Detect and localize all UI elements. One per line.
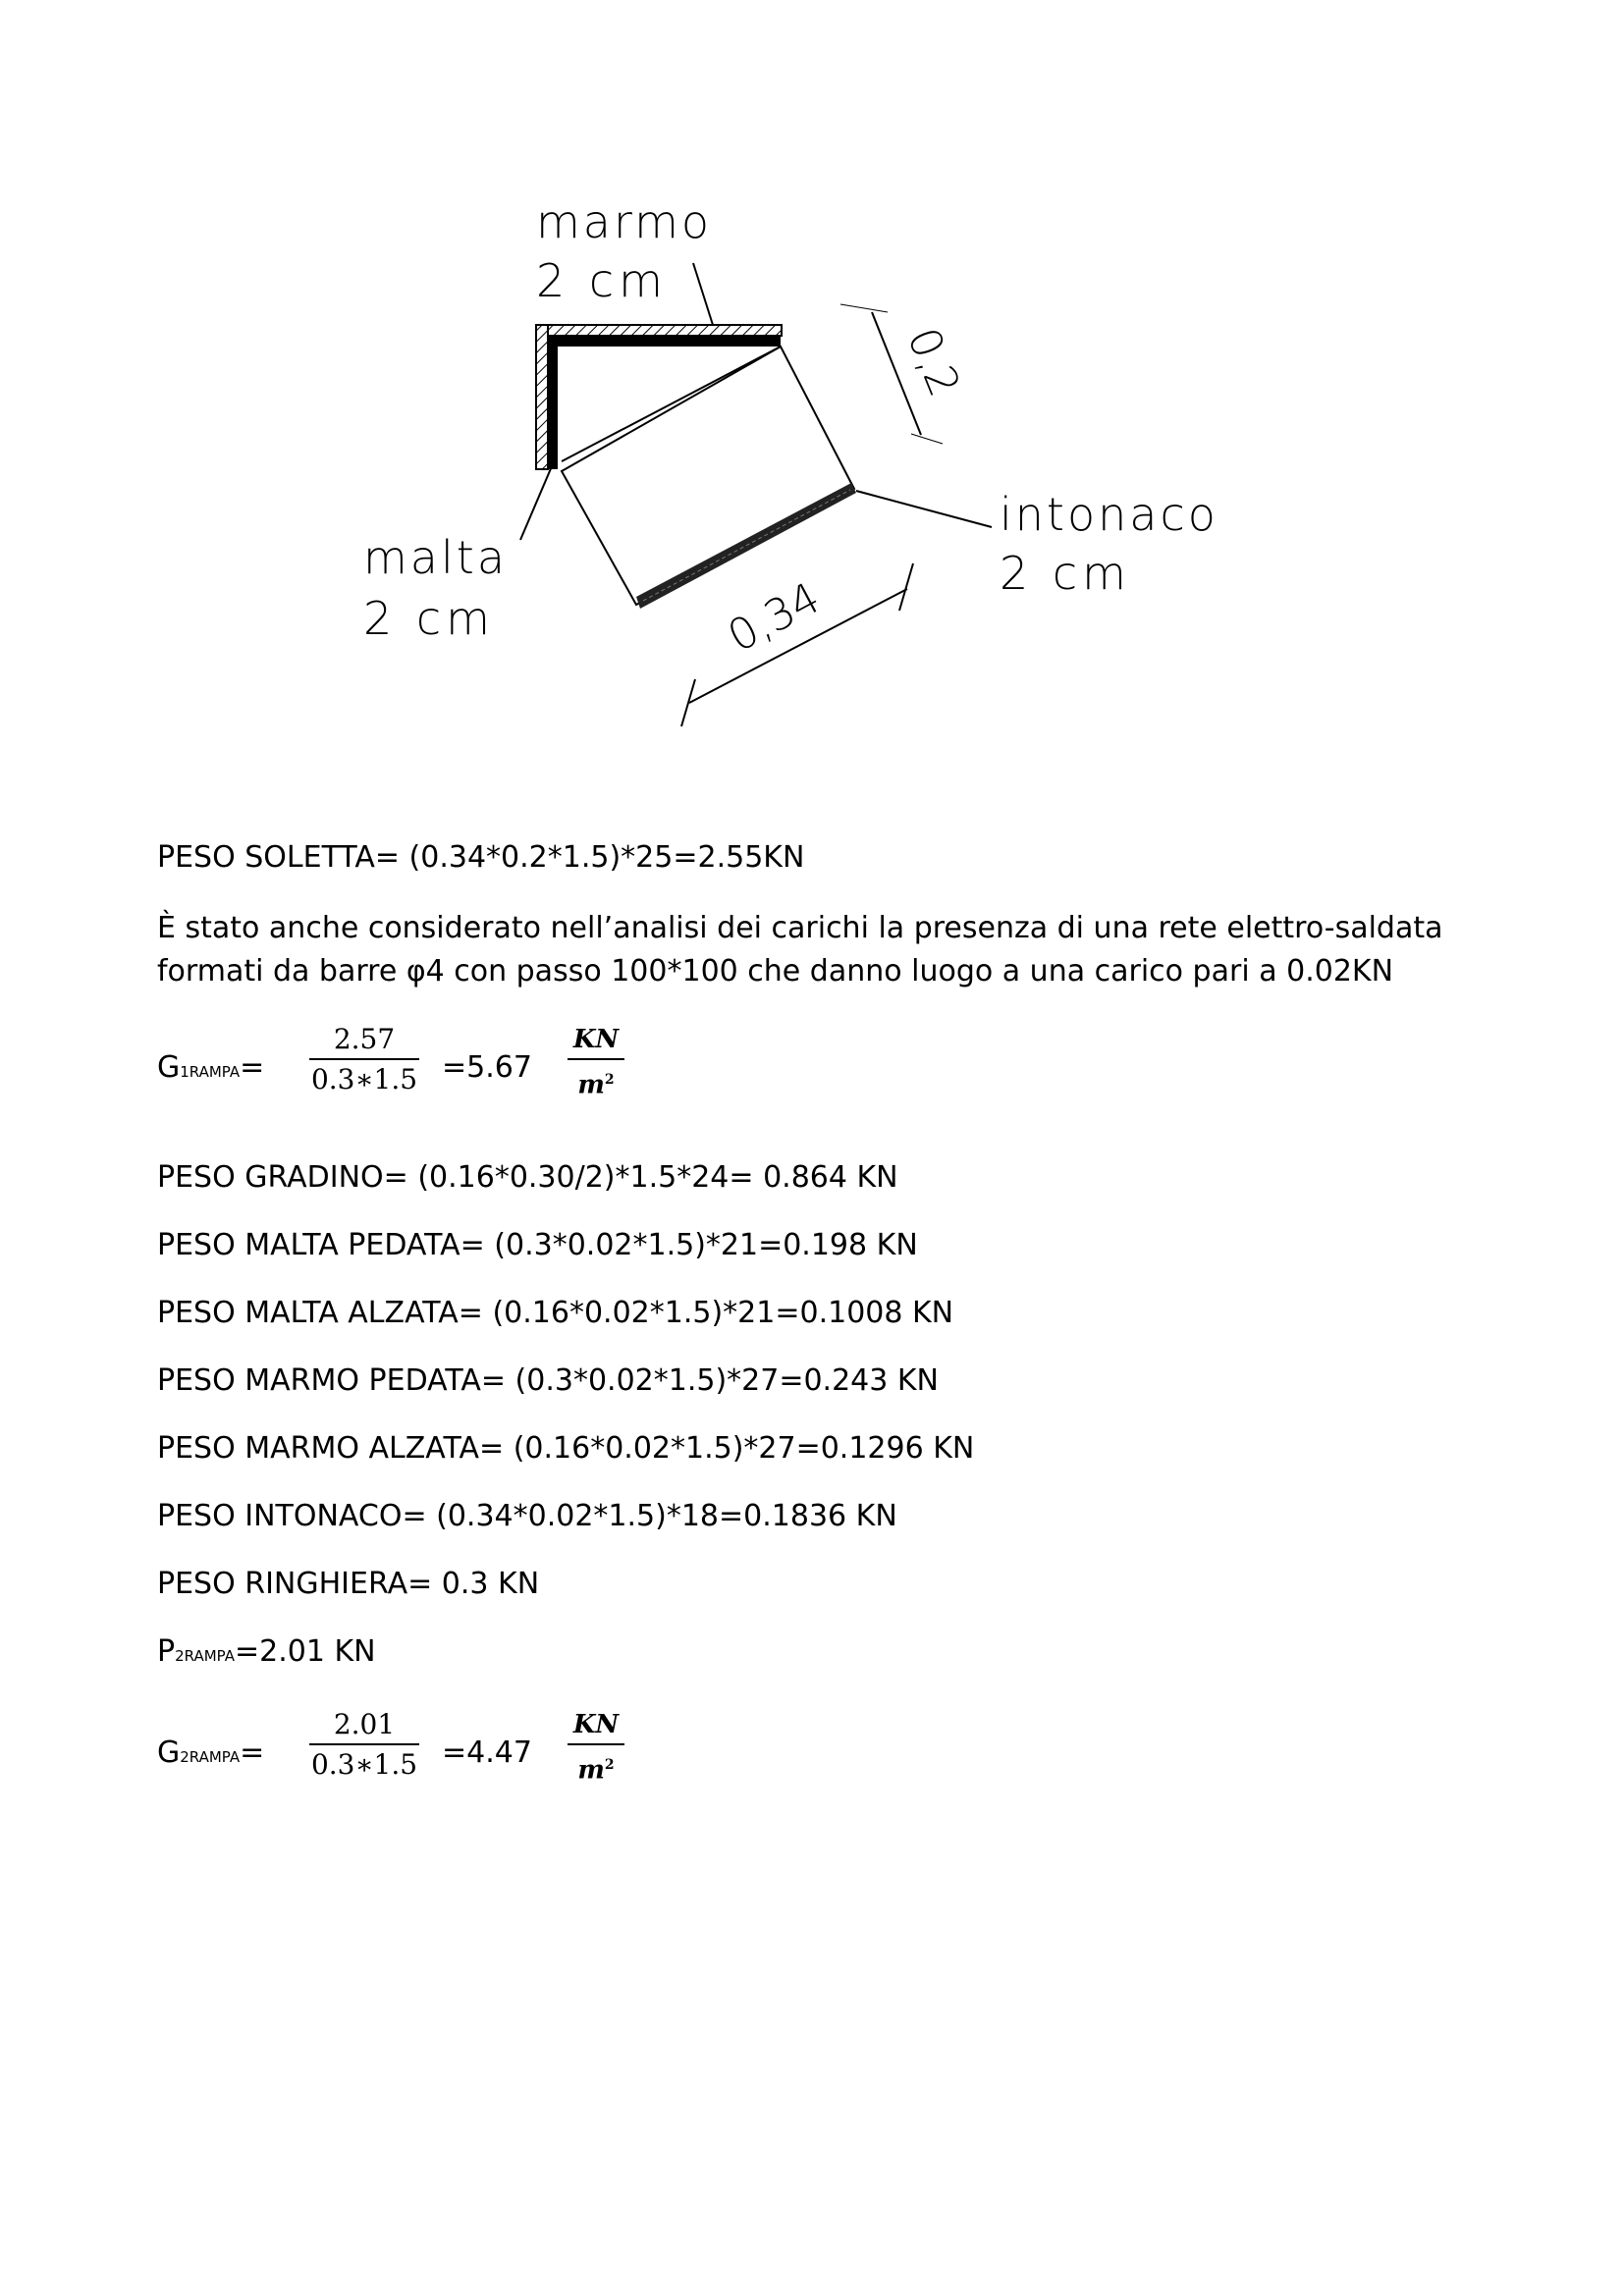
stair-section-drawing — [0, 0, 1623, 785]
plaster-texture — [643, 490, 850, 601]
peso-intonaco: PESO INTONACO= (0.34*0.02*1.5)*18=0.1836 KN — [157, 1499, 897, 1533]
leader-marmo — [693, 263, 713, 325]
label-malta: malta — [363, 531, 509, 584]
formula-g2-label: G2RAMPA= — [157, 1735, 265, 1770]
peso-gradino: PESO GRADINO= (0.16*0.30/2)*1.5*24= 0.864 KN — [157, 1160, 898, 1195]
peso-malta-alzata: PESO MALTA ALZATA= (0.16*0.02*1.5)*21=0.1008 KN — [157, 1296, 954, 1330]
label-intonaco-thickness: 2 cm — [1000, 547, 1131, 600]
formula-g2-unit: KN $m^2$ — [568, 1706, 624, 1785]
formula-g2-denominator: 0.3∗1.5 — [310, 1748, 418, 1781]
dim-length-tick-left — [681, 679, 695, 726]
peso-malta-pedata: PESO MALTA PEDATA= (0.3*0.02*1.5)*21=0.198 KN — [157, 1228, 918, 1262]
peso-ringhiera: PESO RINGHIERA= 0.3 KN — [157, 1567, 540, 1601]
dim-height-label: 0,2 — [896, 321, 970, 404]
leader-malta — [520, 466, 552, 540]
peso-marmo-alzata: PESO MARMO ALZATA= (0.16*0.02*1.5)*27=0.1296 KN — [157, 1431, 975, 1466]
label-marmo-thickness: 2 cm — [536, 254, 668, 307]
step-hypotenuse — [562, 347, 781, 461]
paragraph-rete-elettrosaldata: È stato anche considerato nell’analisi dei carichi la presenza di una rete elettro-saldata formati da barre φ4 con passo 100*100 che danno luogo a una carico pari a 0.02KN — [157, 911, 1443, 988]
dim-length-tick-right — [899, 563, 913, 611]
formula-g2 — [157, 1706, 746, 1794]
dim-height-tick-bottom — [911, 434, 943, 444]
label-marmo: marmo — [536, 195, 713, 248]
mortar-layer-top — [548, 337, 781, 347]
formula-g1-numerator: 2.57 — [333, 1023, 396, 1055]
label-malta-thickness: 2 cm — [363, 592, 495, 645]
formula-g1-label: G1RAMPA= — [157, 1050, 265, 1085]
dim-length-label: 0,34 — [720, 572, 829, 663]
peso-marmo-pedata: PESO MARMO PEDATA= (0.3*0.02*1.5)*27=0.243 KN — [157, 1363, 939, 1398]
marble-layer-top — [536, 325, 782, 336]
marble-layer-side — [536, 325, 548, 469]
formula-g2-fraction — [309, 1706, 419, 1785]
peso-soletta: PESO SOLETTA= (0.34*0.2*1.5)*25=2.55KN — [157, 840, 805, 875]
plaster-layer — [636, 483, 856, 609]
formula-g2-result: =4.47 — [442, 1735, 532, 1770]
formula-g1-unit: KN $m^2$ — [568, 1021, 624, 1099]
dim-height-tick-top — [840, 304, 888, 312]
formula-g1-result: =5.67 — [442, 1050, 532, 1085]
leader-intonaco — [856, 491, 992, 527]
label-intonaco: intonaco — [1000, 488, 1218, 541]
formula-g1 — [157, 1021, 746, 1109]
mortar-layer-side — [548, 337, 558, 469]
p2-rampa: P2RAMPA=2.01 KN — [157, 1634, 376, 1669]
formula-g2-numerator: 2.01 — [333, 1708, 396, 1740]
formula-g1-denominator: 0.3∗1.5 — [310, 1063, 418, 1095]
formula-g1-fraction — [309, 1021, 419, 1099]
